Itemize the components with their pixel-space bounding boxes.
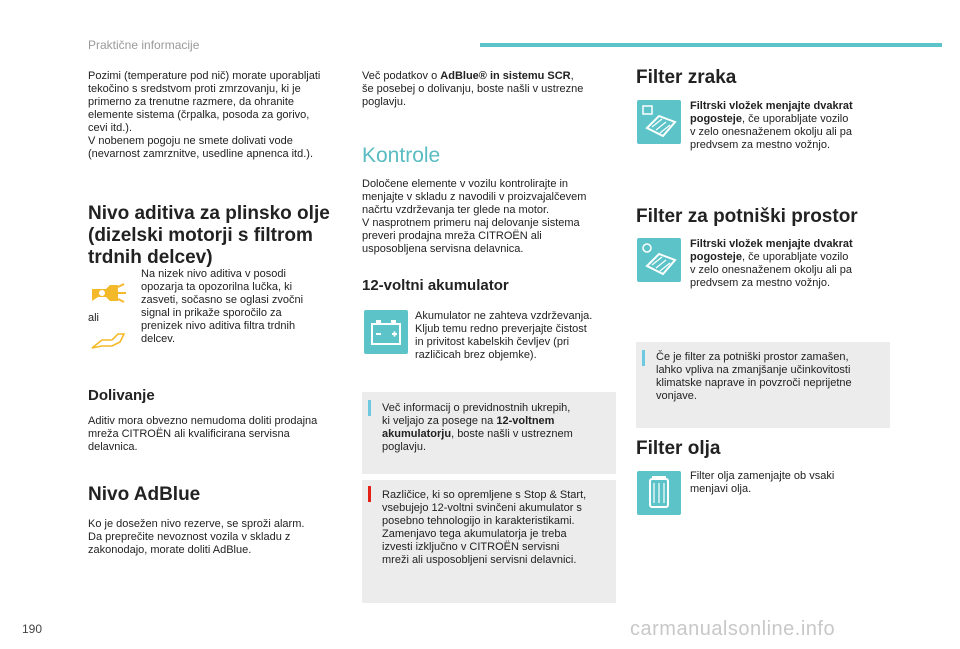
cabin-filter-info-text: Če je filter za potniški prostor zamašen, lahko vpliva na zmanjšanje učinkovitosti klimatske naprave in povzroči neprijetne vonjave. [656,351,852,402]
dolivanje-text: Aditiv mora obvezno nemudoma doliti prodajna mreža CITROËN ali kvalificirana servisna delavnica. [88,415,318,453]
oil-filter-text: Filter olja zamenjajte ob vsaki menjavi olja. [690,470,835,495]
battery-icon [364,310,408,354]
air-filter-tail: , če uporabljate vozilo v zelo onesnaženem okolju ali pa predvsem za mestno vožnjo. [690,113,853,151]
oil-filter-title: Filter olja [636,438,721,459]
cabin-filter-title: Filter za potniški prostor [636,206,858,227]
air-filter-text [690,100,890,152]
battery-info-text [382,402,612,454]
or-label: ali [88,312,100,324]
adblue-title: Nivo AdBlue [88,484,201,505]
additive-text: Na nizek nivo aditiva v posodi opozarja ta opozorilna lučka, ki zasveti, sočasno se oglasi zvočni signal in prikaže sporočilo za prenizek nivo aditiva filtra trdnih delcev. [141,268,304,345]
battery-warning-box [362,480,616,603]
battery-warning-text: Različice, ki so opremljene s Stop & Start, vsebujejo 12-voltni svinčeni akumulator s posebno tehnologijo in karakteristikami. Zamenjavo tega akumulatorja je treba izvesti izključno v CITROËN servisni mreži ali usposobljeni servisni delavnici. [382,489,587,566]
more-info-lead: Več podatkov o [362,70,441,82]
additive-warning-icon [88,281,130,307]
cabin-filter-text [690,238,890,290]
more-info-bold: AdBlue® in sistemu SCR [440,70,571,82]
cabin-filter-bold: Filtrski vložek menjajte dvakrat pogosteje [690,238,853,263]
info-icon [642,350,645,366]
kontrole-text: Določene elemente v vozilu kontrolirajte in menjajte v skladu z navodili v proizvajalčevem načrtu vzdrževanja ter glede na motor. V nasprotnem primeru naj delovanje sistema preveri prodajna mreža CITROËN ali usposobljena servisna delavnica. [362,178,587,255]
additive-outline-icon [88,328,130,354]
header-accent-bar [480,43,942,47]
intro-paragraph: Pozimi (temperature pod nič) morate uporabljati tekočino s sredstvom proti zmrzovanju, ki je primerno za trenutne razmere, da ohranite elemente sistema (črpalka, posoda za gorivo, cevi itd.). V nobenem pogoju ne smete dolivati vode (nevarnost zamrznitve, usedline apnenca itd.). [88,70,321,160]
adblue-more-info [362,70,617,109]
section-header: Praktične informacije [88,38,200,52]
battery-info-bold: 12-voltnem akumulatorju [382,415,555,440]
additive-title: Nivo aditiva za plinsko olje (dizelski motorji s filtrom trdnih delcev) [88,203,330,268]
battery-title: 12-voltni akumulator [362,277,509,294]
watermark: carmanualsonline.info [630,618,836,640]
battery-info-lead: Več informacij o previdnostnih ukrepih, ki veljajo za posege na [382,402,571,427]
cabin-filter-info-box [636,342,890,428]
battery-info-box [362,392,616,474]
kontrole-title: Kontrole [362,144,441,167]
warning-icon [368,486,371,502]
dolivanje-title: Dolivanje [88,387,155,404]
battery-info-tail: , boste našli v ustreznem poglavju. [382,428,573,453]
air-filter-bold: Filtrski vložek menjajte dvakrat pogosteje [690,100,853,125]
page-number: 190 [22,622,43,636]
oil-filter-icon [637,471,681,515]
battery-text: Akumulator ne zahteva vzdrževanja. Kljub temu redno preverjajte čistost in privitost kabelskih čevljev (pri različicah brez objemke). [415,310,593,361]
adblue-text: Ko je dosežen nivo rezerve, se sproži alarm. Da preprečite nevoznost vozila v skladu z zakonodajo, morate doliti AdBlue. [88,518,305,556]
more-info-tail: , še posebej o dolivanju, boste našli v ustrezne poglavju. [362,70,584,108]
air-filter-icon [637,100,681,144]
air-filter-title: Filter zraka [636,67,737,88]
info-icon [368,400,371,416]
cabin-filter-icon [637,238,681,282]
cabin-filter-tail: , če uporabljate vozilo v zelo onesnaženem okolju ali pa predvsem za mestno vožnjo. [690,251,853,289]
